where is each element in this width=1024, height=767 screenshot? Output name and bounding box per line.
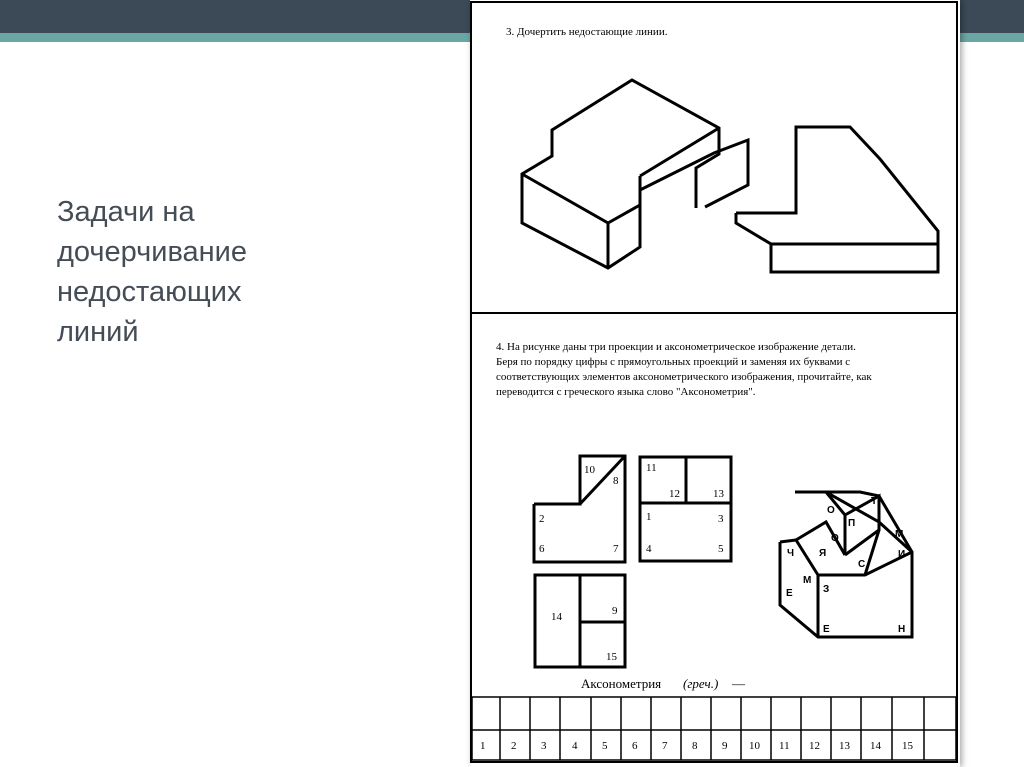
task4-line: переводится с греческого языка слово "Аксонометрия". — [496, 386, 756, 398]
side-view-label: 14 — [551, 611, 562, 623]
answer-number: 11 — [779, 740, 790, 752]
axo-letter: Н — [898, 624, 906, 635]
axo-letter: П — [848, 518, 856, 529]
answer-number: 14 — [870, 740, 881, 752]
answer-number: 4 — [572, 740, 578, 752]
front-view-label: 8 — [613, 475, 619, 487]
axo-letter: Т — [871, 496, 878, 507]
axo-letter: С — [858, 559, 866, 570]
top-view-label: 1 — [646, 511, 652, 523]
axo-letter: Я — [819, 548, 827, 559]
answer-number: 7 — [662, 740, 668, 752]
task3-figure-right — [736, 127, 938, 272]
task4-line: Беря по порядку цифры с прямоугольных проекций и заменяя их буквами с — [496, 356, 851, 368]
top-view-label: 12 — [669, 488, 680, 500]
side-view-label: 15 — [606, 651, 617, 663]
task3-heading: 3. Дочертить недостающие линии. — [506, 26, 668, 38]
title-line: дочерчивание — [57, 236, 248, 268]
answer-prompt: Аксонометрия — [581, 676, 662, 691]
axo-letter: О — [827, 505, 835, 516]
answer-number: 1 — [480, 740, 486, 752]
front-view-label: 7 — [613, 543, 619, 555]
top-view-label: 11 — [646, 462, 657, 474]
slide-title — [57, 192, 357, 352]
title-line: Задачи на — [57, 196, 195, 228]
answer-number: 5 — [602, 740, 608, 752]
front-view — [534, 456, 625, 562]
answer-number: 2 — [511, 740, 517, 752]
answer-number: 12 — [809, 740, 820, 752]
worksheet-image — [470, 0, 960, 767]
answer-note: (греч.) — [683, 676, 719, 691]
axo-letter: М — [803, 575, 812, 586]
front-view-label: 2 — [539, 513, 545, 525]
axo-letter: И — [898, 549, 906, 560]
answer-number: 8 — [692, 740, 698, 752]
answer-dash: — — [732, 676, 745, 691]
axo-letter: Е — [823, 624, 830, 635]
axo-letter: З — [823, 584, 830, 595]
answer-number: 3 — [541, 740, 547, 752]
axo-letter: О — [831, 533, 839, 544]
task3-figure-left — [522, 80, 748, 268]
task4-line: соответствующих элементов аксонометрического изображения, прочитайте, как — [496, 371, 872, 383]
answer-numbers — [480, 740, 914, 752]
worksheet-drawing — [470, 0, 960, 767]
top-view-label: 3 — [718, 513, 724, 525]
axo-letter: Е — [786, 588, 793, 599]
front-view-label: 6 — [539, 543, 545, 555]
answer-number: 13 — [839, 740, 850, 752]
title-line: недостающих — [57, 276, 242, 308]
answer-number: 10 — [749, 740, 760, 752]
task4-line: 4. На рисунке даны три проекции и аксонометрическое изображение детали. — [496, 341, 856, 353]
top-view-label: 4 — [646, 543, 652, 555]
axo-letter: Ч — [787, 548, 795, 559]
side-view-label: 9 — [612, 605, 618, 617]
answer-number: 6 — [632, 740, 638, 752]
axonometric-figure — [780, 492, 912, 637]
top-view-label: 5 — [718, 543, 724, 555]
top-view-label: 13 — [713, 488, 724, 500]
axo-letter: М — [895, 529, 904, 540]
answer-number: 9 — [722, 740, 728, 752]
title-line: линий — [57, 316, 139, 348]
front-view-label: 10 — [584, 464, 595, 476]
answer-number: 15 — [902, 740, 913, 752]
